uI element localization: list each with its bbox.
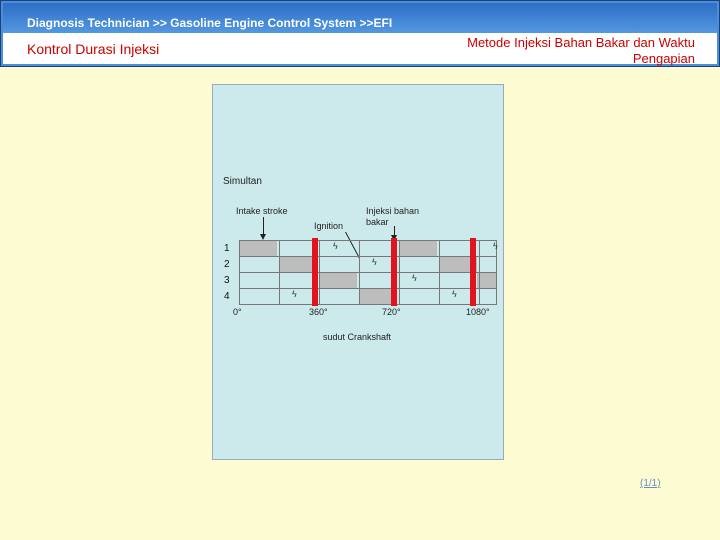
cylinder-row-label: 4: [224, 291, 230, 302]
intake-stroke-label: Intake stroke: [236, 206, 288, 216]
spark-icon: ϟ: [452, 289, 457, 299]
intake-arrow-line: [263, 217, 264, 235]
header-inner: [3, 3, 717, 64]
page-title: Kontrol Durasi Injeksi: [27, 41, 160, 57]
spark-icon: ϟ: [333, 241, 338, 251]
cylinder-row-label: 2: [224, 259, 230, 270]
angle-label: 1080°: [466, 307, 490, 317]
table-line: [479, 240, 480, 304]
table-line: [399, 240, 400, 304]
section-title-line2: Pengapian: [632, 51, 695, 66]
injection-timing-diagram: [212, 84, 504, 460]
cylinder-row-label: 3: [224, 275, 230, 286]
spark-icon: ϟ: [412, 273, 417, 283]
table-line: [439, 240, 440, 304]
intake-cell: [399, 241, 437, 256]
ignition-label: Ignition: [314, 221, 344, 231]
mode-label: Simultan: [223, 176, 262, 187]
intake-cell: [477, 273, 497, 288]
table-line: [239, 304, 497, 305]
injection-label-line1: Injeksi bahan: [366, 206, 420, 216]
angle-label: 0°: [233, 307, 242, 317]
injection-pulse-bar: [470, 238, 476, 306]
injection-pulse-bar: [391, 238, 397, 306]
intake-cell: [319, 273, 357, 288]
spark-icon: ϟ: [372, 257, 377, 267]
section-title: [395, 35, 695, 67]
spark-icon: ϟ: [493, 241, 498, 251]
injection-label-line2: bakar: [366, 217, 389, 227]
breadcrumb: Diagnosis Technician >> Gasoline Engine Control System >>EFI: [27, 16, 393, 30]
table-line: [239, 240, 240, 304]
angle-label: 720°: [382, 307, 401, 317]
section-title-line1: Metode Injeksi Bahan Bakar dan Waktu: [467, 35, 695, 50]
header-bar: [0, 0, 720, 67]
injection-pulse-bar: [312, 238, 318, 306]
page-indicator-link[interactable]: (1/1): [640, 478, 661, 489]
intake-cell: [239, 241, 277, 256]
axis-label: sudut Crankshaft: [323, 332, 392, 342]
cylinder-row-label: 1: [224, 243, 230, 254]
table-line: [279, 240, 280, 304]
table-line: [239, 272, 497, 273]
table-line: [239, 288, 497, 289]
angle-label: 360°: [309, 307, 328, 317]
cylinder-timing-table: [239, 240, 497, 304]
table-line: [239, 256, 497, 257]
table-line: [239, 240, 497, 241]
spark-icon: ϟ: [292, 289, 297, 299]
injection-label: [366, 206, 419, 228]
table-line: [359, 240, 360, 304]
table-line: [319, 240, 320, 304]
